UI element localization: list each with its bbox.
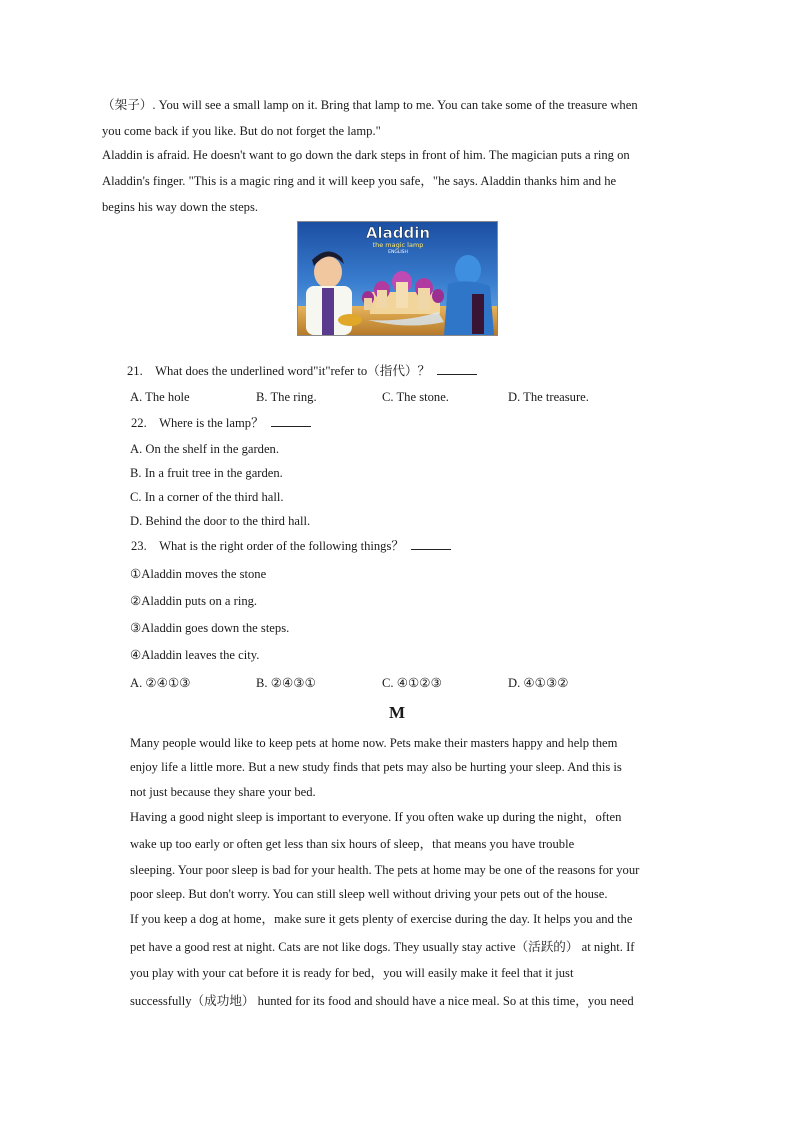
question-text: What does the underlined word"it"refer to（指代）？: [155, 364, 431, 378]
order-item-4: ④Aladdin leaves the city.: [130, 648, 260, 662]
question-number: 23.: [131, 539, 147, 553]
passage-m-line-1: Many people would like to keep pets at home now. Pets make their masters happy and help them: [130, 736, 618, 750]
passage-m-line-6: sleeping. Your poor sleep is bad for your health. The pets at home may be one of the reasons for your: [130, 863, 640, 877]
option-a: A. ②④①③: [130, 676, 191, 690]
question-number: 21.: [127, 364, 143, 378]
answer-blank[interactable]: [271, 415, 311, 427]
question-text: Where is the lamp？: [159, 416, 264, 430]
answer-blank[interactable]: [437, 363, 477, 375]
passage-m-line-9: pet have a good rest at night. Cats are not like dogs. They usually stay active（活跃的） at night. If: [130, 940, 635, 954]
question-number: 22.: [131, 416, 147, 430]
passage-line-1: （架子）. You will see a small lamp on it. Bring that lamp to me. You can take some of the treasure when: [102, 98, 638, 112]
option-c: C. In a corner of the third hall.: [130, 490, 284, 504]
option-d: D. Behind the door to the third hall.: [130, 514, 311, 528]
passage-line-4: Aladdin's finger. "This is a magic ring and it will keep you safe，"he says. Aladdin thanks him and he: [102, 174, 617, 188]
image-subtitle: the magic lamp: [372, 241, 424, 249]
passage-m-line-5: wake up too early or often get less than six hours of sleep，that means you have trouble: [130, 837, 575, 851]
option-c: C. ④①②③: [382, 676, 442, 690]
order-item-1: ①Aladdin moves the stone: [130, 567, 267, 581]
passage-m-line-11: successfully（成功地） hunted for its food and should have a nice meal. So at this time，you need: [130, 994, 634, 1008]
passage-line-5: begins his way down the steps.: [102, 200, 259, 214]
order-item-2: ②Aladdin puts on a ring.: [130, 594, 258, 608]
question-text: What is the right order of the following things？: [159, 539, 404, 553]
option-d: D. The treasure.: [508, 390, 589, 404]
question-22: [131, 415, 311, 431]
passage-m-line-2: enjoy life a little more. But a new study finds that pets may also be hurting your sleep. And this is: [130, 760, 622, 774]
image-title: Aladdin: [365, 224, 431, 242]
option-c: C. The stone.: [382, 390, 449, 404]
passage-m-line-7: poor sleep. But don't worry. You can still sleep well without driving your pets out of the house.: [130, 887, 608, 901]
passage-m-line-8: If you keep a dog at home，make sure it gets plenty of exercise during the day. It helps you and the: [130, 912, 633, 926]
section-heading: M: [388, 703, 406, 722]
order-item-3: ③Aladdin goes down the steps.: [130, 621, 290, 635]
aladdin-illustration: [297, 221, 498, 336]
passage-m-line-3: not just because they share your bed.: [130, 785, 316, 799]
option-a: A. On the shelf in the garden.: [130, 442, 279, 456]
passage-line-3: Aladdin is afraid. He doesn't want to go down the dark steps in front of him. The magician puts a ring on: [102, 148, 630, 162]
option-a: A. The hole: [130, 390, 190, 404]
option-b: B. ②④③①: [256, 676, 316, 690]
question-23: [131, 538, 451, 554]
option-b: B. In a fruit tree in the garden.: [130, 466, 283, 480]
passage-m-line-10: you play with your cat before it is ready for bed，you will easily make it feel that it just: [130, 966, 574, 980]
question-21: [127, 363, 477, 379]
passage-m-line-4: Having a good night sleep is important to everyone. If you often wake up during the night，often: [130, 810, 622, 824]
image-tag: ENGLISH: [388, 250, 408, 255]
passage-line-2: you come back if you like. But do not forget the lamp.": [102, 124, 381, 138]
answer-blank[interactable]: [411, 538, 451, 550]
option-b: B. The ring.: [256, 390, 317, 404]
option-d: D. ④①③②: [508, 676, 569, 690]
